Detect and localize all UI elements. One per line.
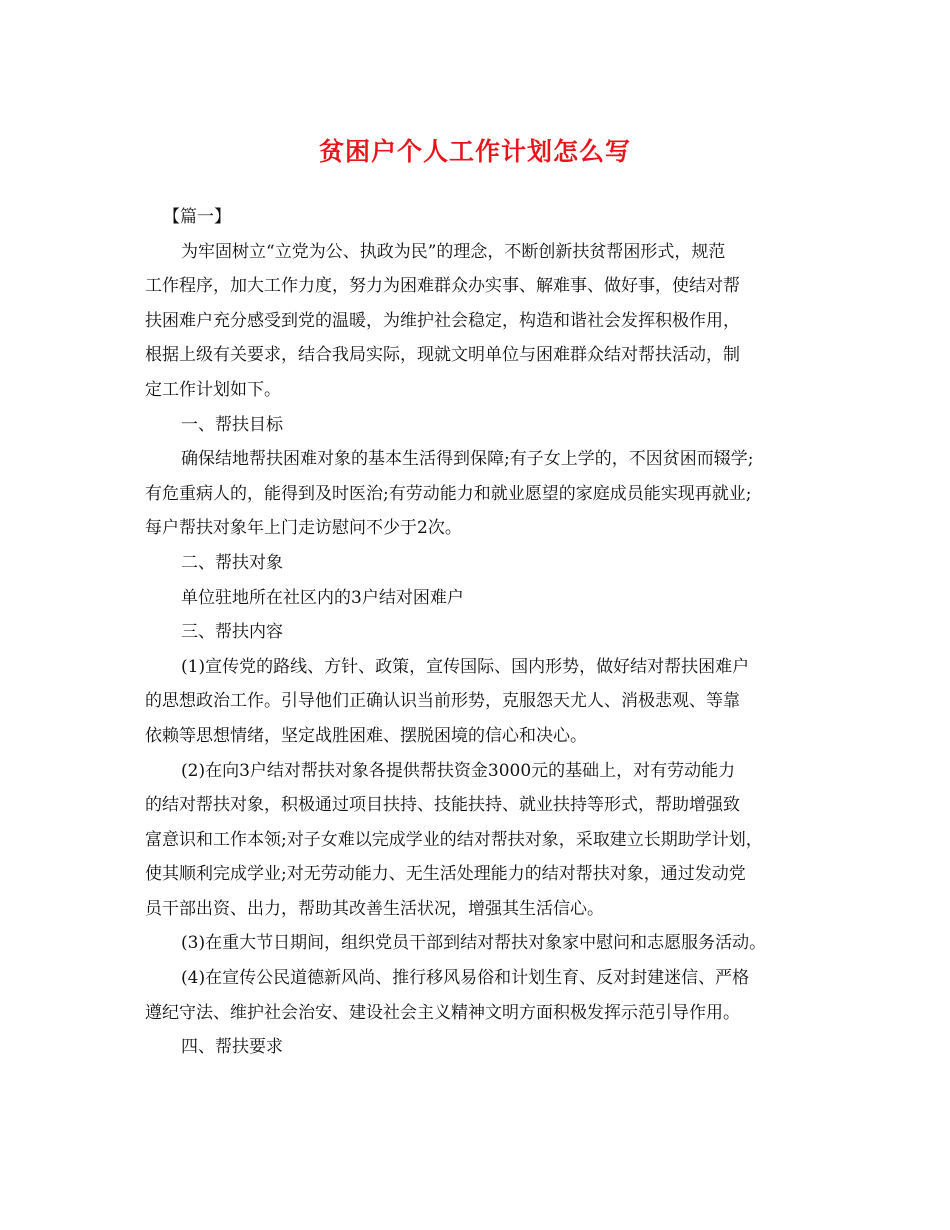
paragraph-line: 的思想政治工作。引导他们正确认识当前形势，克服怨天尤人、消极悲观、等靠 (145, 691, 740, 712)
paragraph-line: 定工作计划如下。 (145, 379, 281, 400)
paragraph-line: (1)宣传党的路线、方针、政策，宣传国际、国内形势，做好结对帮扶困难户 (181, 656, 750, 677)
paragraph-line: 确保结地帮扶困难对象的基本生活得到保障;有子女上学的，不因贫困而辍学; (181, 449, 754, 470)
section-heading-targets: 二、帮扶对象 (181, 552, 283, 573)
section-heading-part-one: 【篇一】 (163, 207, 231, 227)
paragraph-line: (3)在重大节日期间，组织党员干部到结对帮扶对象家中慰问和志愿服务活动。 (181, 933, 767, 954)
paragraph-line: (2)在向3户结对帮扶对象各提供帮扶资金3000元的基础上，对有劳动能力 (181, 760, 736, 781)
paragraph-line: 每户帮扶对象年上门走访慰问不少于2次。 (145, 518, 462, 539)
paragraph-line: 根据上级有关要求，结合我局实际，现就文明单位与困难群众结对帮扶活动，制 (145, 345, 740, 366)
paragraph-line: 的结对帮扶对象，积极通过项目扶持、技能扶持、就业扶持等形式，帮助增强致 (145, 795, 740, 816)
paragraph-line: (4)在宣传公民道德新风尚、推行移风易俗和计划生育、反对封建迷信、严格 (181, 968, 750, 989)
paragraph-line: 富意识和工作本领;对子女难以完成学业的结对帮扶对象，采取建立长期助学计划， (145, 829, 763, 850)
document-title: 贫困户个人工作计划怎么写 (318, 137, 631, 166)
paragraph-line: 有危重病人的，能得到及时医治;有劳动能力和就业愿望的家庭成员能实现再就业; (145, 483, 752, 504)
paragraph-line: 为牢固树立“立党为公、执政为民”的理念，不断创新扶贫帮困形式，规范 (181, 241, 726, 262)
section-heading-content: 三、帮扶内容 (181, 622, 283, 643)
paragraph-line: 单位驻地所在社区内的3户结对困难户 (181, 587, 464, 608)
document-body (145, 200, 817, 1065)
paragraph-line: 使其顺利完成学业;对无劳动能力、无生活处理能力的结对帮扶对象，通过发动党 (145, 864, 746, 885)
paragraph-line: 工作程序，加大工作力度，努力为困难群众办实事、解难事、做好事，使结对帮 (145, 276, 740, 297)
paragraph-line: 扶困难户充分感受到党的温暖，为维护社会稳定，构造和谐社会发挥积极作用， (145, 310, 740, 331)
paragraph-line: 遵纪守法、维护社会治安、建设社会主义精神文明方面积极发挥示范引导作用。 (145, 1002, 740, 1023)
section-heading-requirements: 四、帮扶要求 (181, 1037, 283, 1058)
section-heading-goals: 一、帮扶目标 (181, 414, 283, 435)
paragraph-line: 员干部出资、出力，帮助其改善生活状况，增强其生活信心。 (145, 898, 604, 919)
paragraph-line: 依赖等思想情绪，坚定战胜困难、摆脱困境的信心和决心。 (145, 725, 587, 746)
